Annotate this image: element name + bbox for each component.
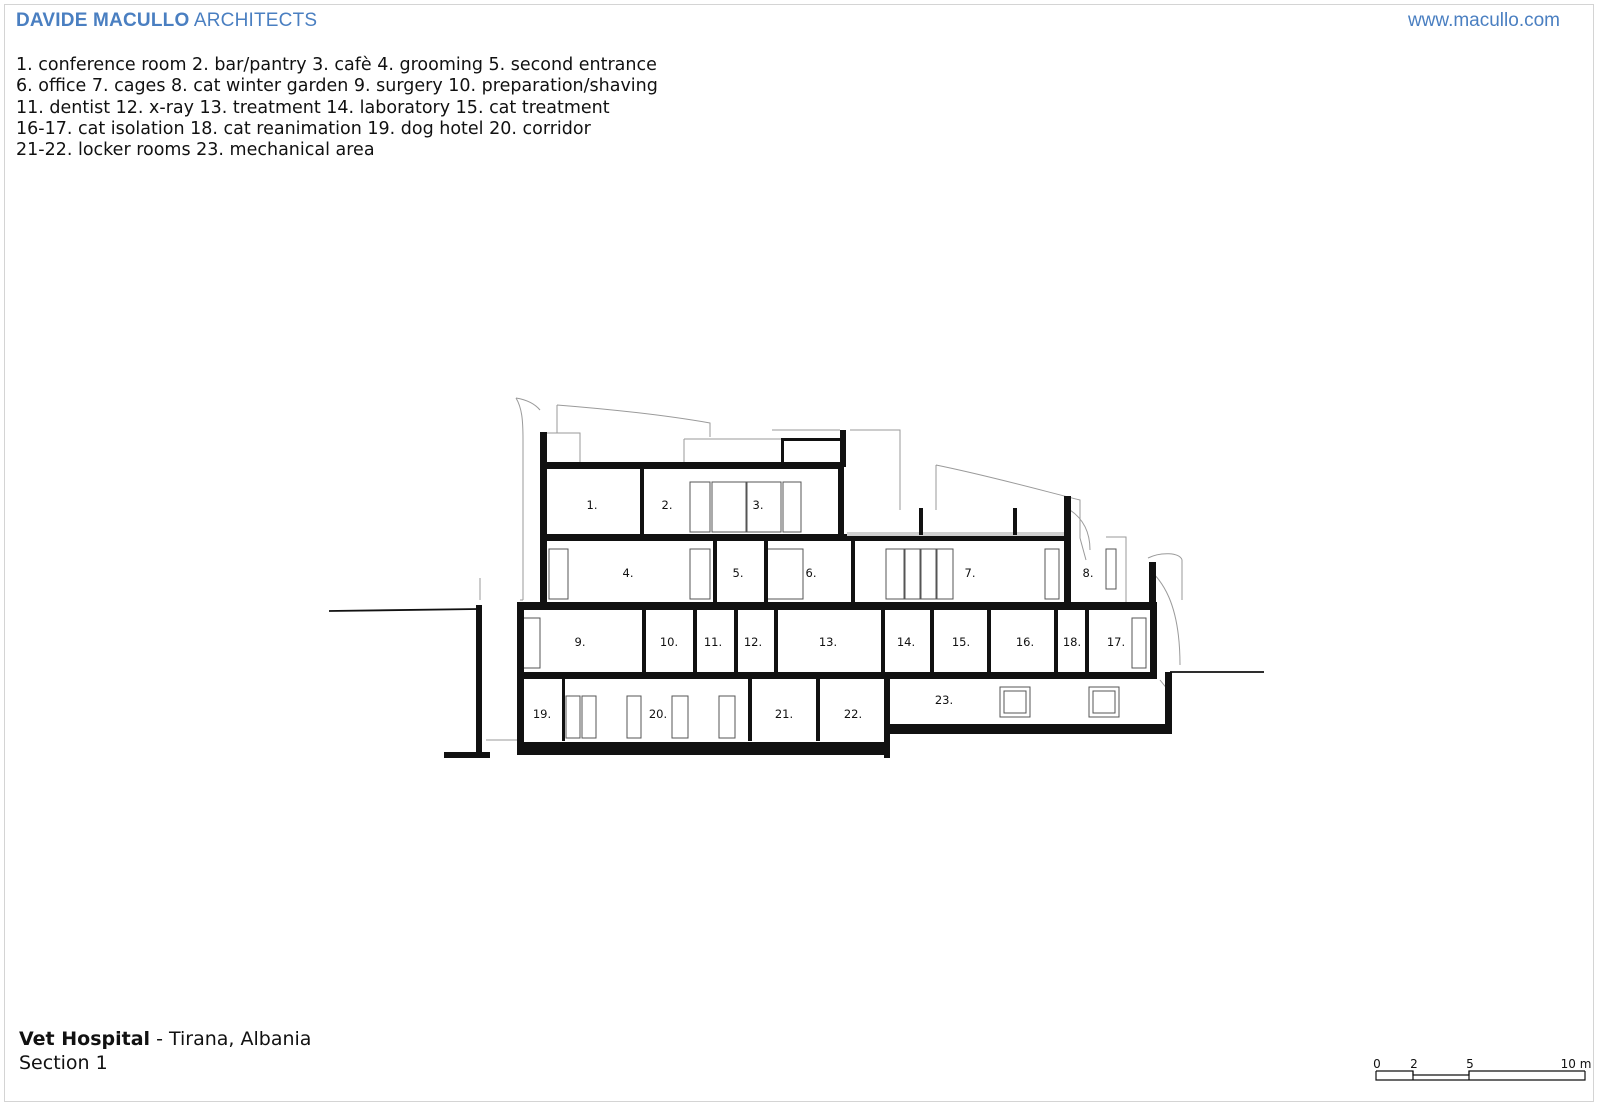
room-label: 7. [964, 566, 976, 580]
scale-label: 2 [1410, 1057, 1418, 1071]
room-label: 20. [648, 707, 668, 721]
room-label: 4. [622, 566, 634, 580]
room-label: 8. [1082, 566, 1094, 580]
room-label: 15. [951, 635, 971, 649]
room-label: 18. [1062, 635, 1082, 649]
room-label: 23. [934, 693, 954, 707]
room-label: 13. [818, 635, 838, 649]
brand-logo: DAVIDE MACULLO ARCHITECTS [16, 10, 318, 31]
legend-line: 16-17. cat isolation 18. cat reanimation 19. dog hotel 20. corridor [16, 118, 591, 139]
room-label: 14. [896, 635, 916, 649]
legend-line: 6. office 7. cages 8. cat winter garden 9. surgery 10. preparation/shaving [16, 76, 658, 97]
room-label: 12. [743, 635, 763, 649]
scale-label: 0 [1373, 1057, 1381, 1071]
drawing-title: Section 1 [19, 1052, 108, 1074]
website-link[interactable]: www.macullo.com [1407, 10, 1560, 31]
room-label: 9. [574, 635, 586, 649]
legend-line: 21-22. locker rooms 23. mechanical area [16, 140, 375, 161]
legend-line: 11. dentist 12. x-ray 13. treatment 14. laboratory 15. cat treatment [16, 97, 610, 118]
room-label: 10. [659, 635, 679, 649]
room-label: 3. [752, 498, 764, 512]
room-label: 2. [661, 498, 673, 512]
room-label: 17. [1106, 635, 1126, 649]
room-label: 1. [586, 498, 598, 512]
project-location: - Tirana, Albania [150, 1028, 312, 1050]
project-name: Vet Hospital [19, 1028, 151, 1050]
room-label: 6. [805, 566, 817, 580]
room-label: 19. [532, 707, 552, 721]
room-label: 5. [732, 566, 744, 580]
legend-line: 1. conference room 2. bar/pantry 3. cafè 4. grooming 5. second entrance [16, 55, 657, 75]
room-label: 16. [1015, 635, 1035, 649]
scale-label: 5 [1466, 1057, 1474, 1071]
room-label: 11. [703, 635, 723, 649]
room-label: 21. [774, 707, 794, 721]
scale-label: 10 m [1560, 1057, 1592, 1071]
room-label: 22. [843, 707, 863, 721]
